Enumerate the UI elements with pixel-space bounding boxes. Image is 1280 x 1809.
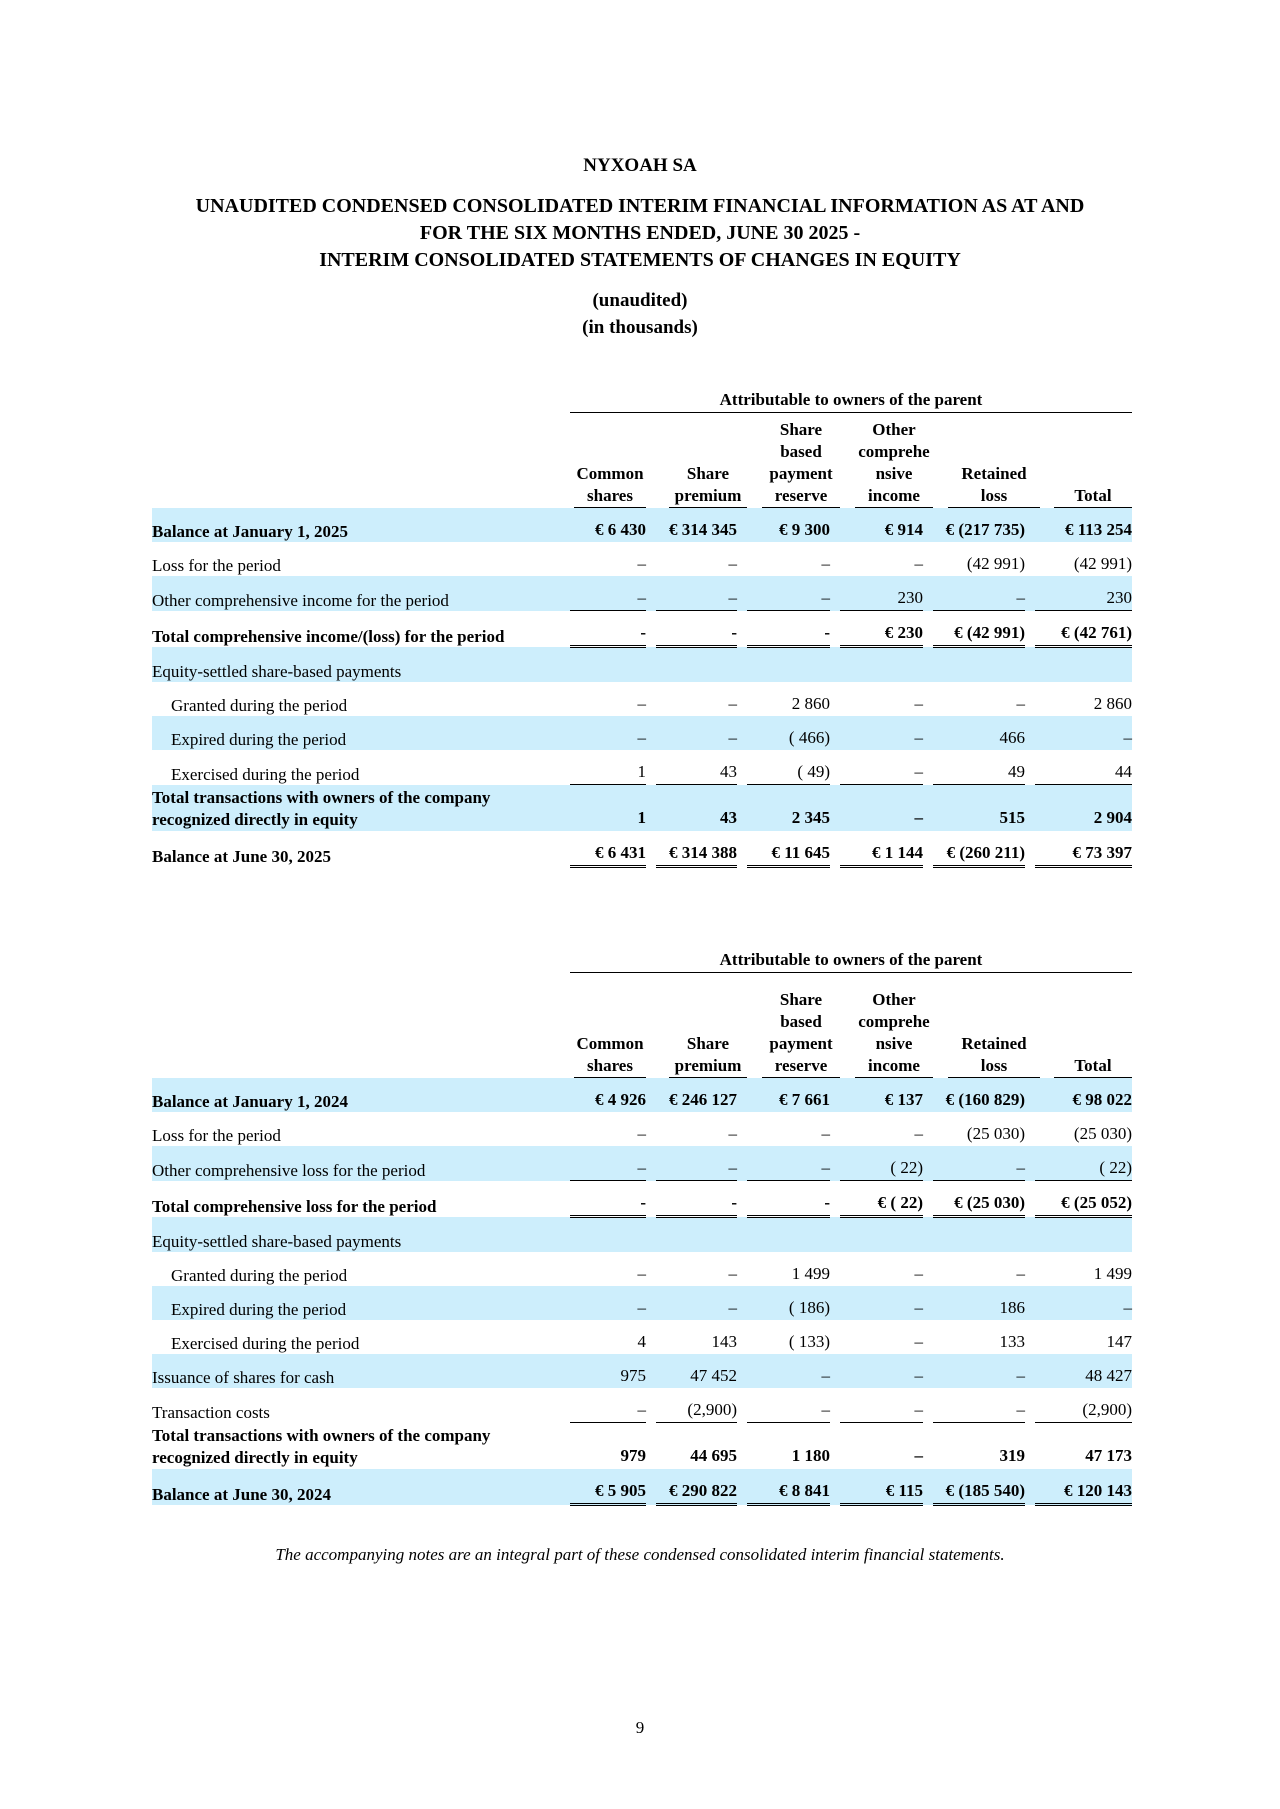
table-row: [152, 576, 1132, 611]
row-label: Balance at June 30, 2024: [152, 1469, 570, 1505]
cell-value: € 73 397: [1035, 831, 1132, 867]
table-row: [152, 1078, 1132, 1112]
cell-value: € 246 127: [656, 1078, 737, 1112]
cell-value: -: [747, 611, 830, 647]
cell-value: € (42 991): [933, 611, 1025, 647]
cell-value: –: [821, 1124, 830, 1143]
cell-value: 1 499: [1093, 1264, 1132, 1283]
cell-value: 1 180: [791, 1446, 830, 1465]
cell-value: [1035, 1217, 1132, 1253]
cell-value: –: [1016, 1264, 1025, 1283]
cell-value: (25 030): [966, 1124, 1025, 1143]
cell-value: € (25 030): [933, 1181, 1025, 1217]
row-label: Balance at January 1, 2025: [152, 508, 570, 542]
cell-value: € 137: [840, 1078, 923, 1112]
cell-value: 4: [637, 1332, 646, 1351]
cell-value: ( 466): [747, 716, 830, 750]
cell-value: € (185 540): [933, 1469, 1025, 1505]
cell-value: (2,900): [656, 1388, 737, 1423]
cell-value: 143: [711, 1332, 737, 1351]
cell-value: –: [728, 554, 737, 573]
cell-value: € 290 822: [656, 1469, 737, 1505]
page-number: 9: [635, 1718, 645, 1737]
cell-value: 49: [933, 750, 1025, 785]
cell-value: [570, 1217, 646, 1253]
cell-value: [933, 1217, 1025, 1253]
cell-value: € (260 211): [933, 831, 1025, 867]
cell-value: –: [914, 554, 923, 573]
cell-value: (25 030): [1073, 1124, 1132, 1143]
cell-value: € 6 430: [570, 508, 646, 542]
cell-value: 133: [999, 1332, 1025, 1351]
cell-value: –: [747, 1146, 830, 1181]
cell-value: € 314 388: [656, 831, 737, 867]
table-row: [152, 508, 1132, 542]
row-label: Equity-settled share-based payments: [152, 1217, 570, 1253]
cell-value: –: [914, 694, 923, 713]
row-label: Transaction costs: [152, 1402, 270, 1422]
table-row: [152, 1320, 1132, 1354]
table-row: [152, 716, 1132, 750]
table-row: [152, 1252, 1132, 1286]
table-row: [152, 1423, 1132, 1470]
cell-value: € ( 22): [840, 1181, 923, 1217]
cell-value: € 914: [840, 508, 923, 542]
cell-value: –: [570, 716, 646, 750]
cell-value: -: [570, 611, 646, 647]
statement-subtitle: [0, 287, 1280, 341]
col-share-based-payment: Share based payment reserve: [762, 989, 840, 1078]
cell-value: ( 133): [788, 1332, 830, 1351]
cell-value: 2 904: [1035, 785, 1132, 832]
table-row: [152, 1146, 1132, 1181]
row-label: Total transactions with owners of the company recognized directly in equity: [152, 1426, 491, 1467]
cell-value: –: [933, 576, 1025, 611]
cell-value: € 6 431: [570, 831, 646, 867]
cell-value: –: [637, 1264, 646, 1283]
cell-value: € 11 645: [747, 831, 830, 867]
column-header: [152, 388, 1132, 508]
table-row: [152, 1217, 1132, 1253]
row-label: Exercised during the period: [171, 764, 360, 784]
row-label: Balance at June 30, 2025: [152, 846, 331, 866]
cell-value: –: [914, 1124, 923, 1143]
cell-value: 466: [933, 716, 1025, 750]
cell-value: –: [840, 1286, 923, 1320]
cell-value: –: [821, 554, 830, 573]
cell-value: (42 991): [966, 554, 1025, 573]
attributable-header: Attributable to owners of the parent: [570, 388, 1132, 413]
cell-value: 147: [1106, 1332, 1132, 1351]
title-line-1: UNAUDITED CONDENSED CONSOLIDATED INTERIM FINANCIAL INFORMATION AS AT AND: [195, 195, 1085, 217]
cell-value: € 120 143: [1035, 1469, 1132, 1505]
attributable-header: Attributable to owners of the parent: [570, 948, 1132, 973]
table-row: [152, 611, 1132, 647]
row-label: Total comprehensive loss for the period: [152, 1196, 437, 1216]
cell-value: [840, 647, 923, 683]
col-common-shares: Common shares: [574, 1033, 646, 1078]
col-retained-loss: Retained loss: [948, 463, 1040, 508]
cell-value: –: [1016, 694, 1025, 713]
column-header: [152, 948, 1132, 1078]
cell-value: -: [747, 1181, 830, 1217]
table-row: [152, 1112, 1132, 1146]
cell-value: 47 452: [656, 1354, 737, 1388]
cell-value: € 314 345: [656, 508, 737, 542]
table-row: [152, 542, 1132, 576]
cell-value: [840, 1217, 923, 1253]
equity-table-2025: [152, 508, 1132, 868]
cell-value: 230: [840, 576, 923, 611]
col-total: Total: [1054, 1055, 1132, 1078]
cell-value: ( 22): [840, 1146, 923, 1181]
cell-value: [656, 647, 737, 683]
col-common-shares: Common shares: [574, 463, 646, 508]
cell-value: [747, 647, 830, 683]
row-label: Expired during the period: [152, 1286, 570, 1320]
row-label: Total comprehensive income/(loss) for the period: [152, 626, 505, 646]
cell-value: (2,900): [1035, 1388, 1132, 1423]
unaudited-label: (unaudited): [592, 290, 688, 311]
table-row: [152, 647, 1132, 683]
cell-value: 1: [570, 750, 646, 785]
cell-value: 515: [933, 785, 1025, 832]
cell-value: -: [570, 1181, 646, 1217]
col-other-comprehensive: Other comprehe nsive income: [855, 989, 933, 1078]
cell-value: € 113 254: [1035, 508, 1132, 542]
cell-value: 2 345: [747, 785, 830, 832]
cell-value: [1035, 647, 1132, 683]
cell-value: [656, 1217, 737, 1253]
cell-value: 2 860: [1093, 694, 1132, 713]
col-share-premium: Share premium: [669, 463, 747, 508]
cell-value: –: [637, 554, 646, 573]
title-line-3: INTERIM CONSOLIDATED STATEMENTS OF CHANGES IN EQUITY: [319, 249, 961, 271]
table-row: [152, 1286, 1132, 1320]
cell-value: € (25 052): [1035, 1181, 1132, 1217]
cell-value: –: [747, 1388, 830, 1423]
cell-value: –: [747, 1354, 830, 1388]
cell-value: -: [656, 1181, 737, 1217]
units-label: (in thousands): [582, 317, 698, 338]
table-row: [152, 1181, 1132, 1217]
cell-value: (42 991): [1073, 554, 1132, 573]
row-label: Equity-settled share-based payments: [152, 647, 570, 683]
cell-value: –: [637, 1124, 646, 1143]
cell-value: –: [656, 1286, 737, 1320]
cell-value: -: [656, 611, 737, 647]
cell-value: –: [1035, 1286, 1132, 1320]
cell-value: 319: [999, 1446, 1025, 1465]
cell-value: 975: [570, 1354, 646, 1388]
table-row: [152, 785, 1132, 832]
cell-value: –: [747, 576, 830, 611]
cell-value: –: [933, 1354, 1025, 1388]
table-row: [152, 1388, 1132, 1423]
cell-value: –: [656, 1146, 737, 1181]
cell-value: [747, 1217, 830, 1253]
cell-value: –: [570, 1388, 646, 1423]
footnote: The accompanying notes are an integral part of these condensed consolidated interim financial statements.: [275, 1545, 1005, 1564]
cell-value: € 98 022: [1035, 1078, 1132, 1112]
cell-value: € 5 905: [570, 1469, 646, 1505]
row-label: Other comprehensive loss for the period: [152, 1146, 570, 1181]
row-label: Loss for the period: [152, 556, 281, 575]
cell-value: [933, 647, 1025, 683]
cell-value: € 8 841: [747, 1469, 830, 1505]
row-label: Expired during the period: [152, 716, 570, 750]
table-row: [152, 1469, 1132, 1505]
cell-value: –: [840, 750, 923, 785]
equity-table-2024: [152, 1078, 1132, 1506]
cell-value: –: [914, 1264, 923, 1283]
cell-value: –: [840, 1354, 923, 1388]
cell-value: –: [728, 694, 737, 713]
cell-value: –: [933, 1146, 1025, 1181]
row-label: Balance at January 1, 2024: [152, 1078, 570, 1112]
cell-value: –: [1035, 716, 1132, 750]
statement-title: [0, 193, 1280, 274]
cell-value: 979: [620, 1446, 646, 1465]
cell-value: –: [656, 716, 737, 750]
cell-value: –: [728, 1264, 737, 1283]
cell-value: 186: [933, 1286, 1025, 1320]
cell-value: € (42 761): [1035, 611, 1132, 647]
cell-value: € 4 926: [570, 1078, 646, 1112]
cell-value: 230: [1035, 576, 1132, 611]
row-label: Loss for the period: [152, 1126, 281, 1145]
cell-value: 47 173: [1085, 1446, 1132, 1465]
cell-value: 44: [1035, 750, 1132, 785]
cell-value: –: [914, 1446, 923, 1465]
cell-value: € 115: [840, 1469, 923, 1505]
cell-value: 43: [656, 785, 737, 832]
cell-value: –: [570, 1286, 646, 1320]
cell-value: 1: [570, 785, 646, 832]
cell-value: € 1 144: [840, 831, 923, 867]
company-name: NYXOAH SA: [583, 155, 697, 176]
row-label: Granted during the period: [171, 696, 348, 715]
cell-value: –: [840, 716, 923, 750]
cell-value: 1 499: [791, 1264, 830, 1283]
col-share-based-payment: Share based payment reserve: [762, 419, 840, 508]
col-total: Total: [1054, 485, 1132, 508]
row-label: Exercised during the period: [171, 1334, 360, 1353]
cell-value: 48 427: [1035, 1354, 1132, 1388]
cell-value: ( 49): [747, 750, 830, 785]
cell-value: [570, 647, 646, 683]
table-row: [152, 831, 1132, 867]
cell-value: € (160 829): [933, 1078, 1025, 1112]
cell-value: € 230: [840, 611, 923, 647]
cell-value: –: [840, 1388, 923, 1423]
cell-value: –: [656, 576, 737, 611]
table-row: [152, 750, 1132, 785]
cell-value: € 9 300: [747, 508, 830, 542]
cell-value: –: [840, 785, 923, 832]
col-retained-loss: Retained loss: [948, 1033, 1040, 1078]
cell-value: –: [570, 576, 646, 611]
cell-value: –: [914, 1332, 923, 1351]
cell-value: ( 186): [747, 1286, 830, 1320]
row-label: Issuance of shares for cash: [152, 1354, 570, 1388]
row-label: Other comprehensive income for the period: [152, 576, 570, 611]
cell-value: –: [933, 1388, 1025, 1423]
row-label: Total transactions with owners of the company recognized directly in equity: [152, 785, 570, 832]
cell-value: € (217 735): [933, 508, 1025, 542]
title-line-2: FOR THE SIX MONTHS ENDED, JUNE 30 2025 -: [419, 222, 861, 244]
col-other-comprehensive: Other comprehe nsive income: [855, 419, 933, 508]
cell-value: –: [728, 1124, 737, 1143]
cell-value: 43: [656, 750, 737, 785]
col-share-premium: Share premium: [669, 1033, 747, 1078]
cell-value: –: [570, 1146, 646, 1181]
row-label: Granted during the period: [171, 1266, 348, 1285]
cell-value: € 7 661: [747, 1078, 830, 1112]
cell-value: 44 695: [690, 1446, 737, 1465]
cell-value: ( 22): [1035, 1146, 1132, 1181]
cell-value: 2 860: [791, 694, 830, 713]
cell-value: –: [637, 694, 646, 713]
table-row: [152, 1354, 1132, 1388]
table-row: [152, 682, 1132, 716]
